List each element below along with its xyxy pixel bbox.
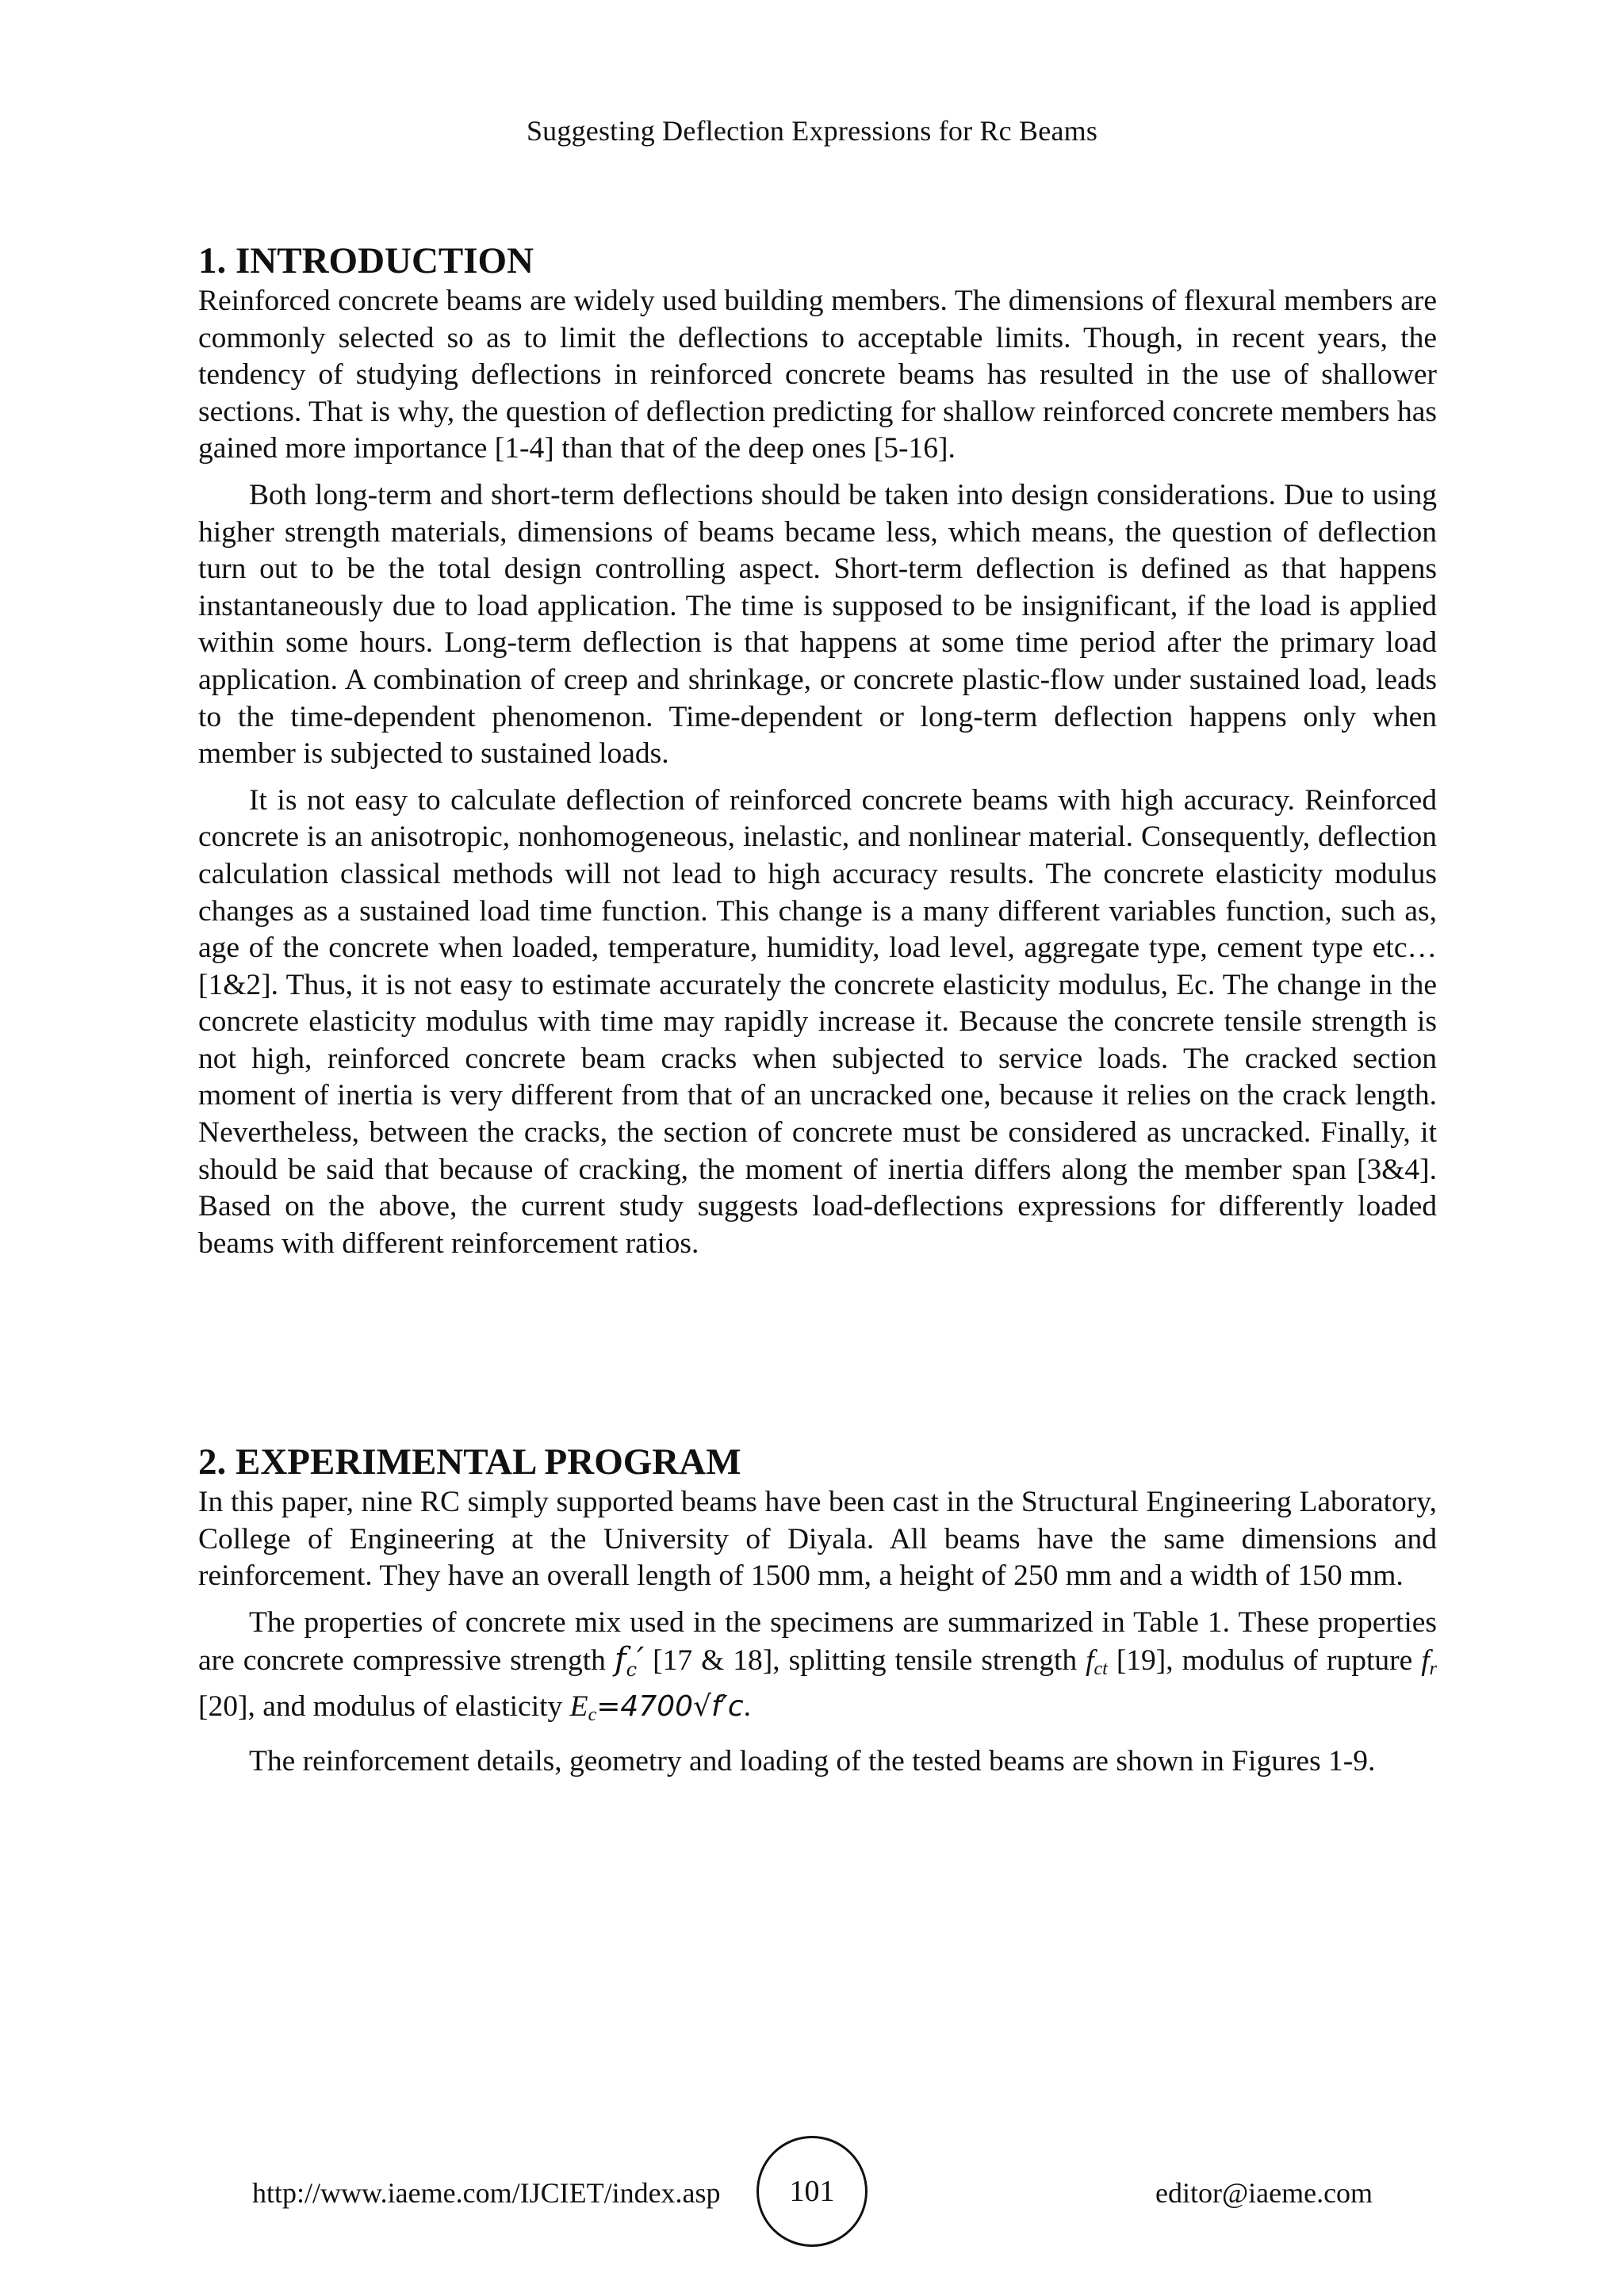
properties-text-2: [17 & 18], splitting tensile strength — [644, 1644, 1086, 1678]
section-introduction — [198, 239, 1437, 1262]
intro-paragraph-1: Reinforced concrete beams are widely used building members. The dimensions of flexural members are commonly selected so as to limit the deflections to acceptable limits. Though, in recent years, the tendency of studying deflections in reinforced concrete beams has resulted in the use of shallower sections. That is why, the question of deflection predicting for shallow reinforced concrete members has gained more importance [1-4] than that of the deep ones [5-16]. — [198, 285, 1437, 465]
experimental-paragraph-2 — [198, 1605, 1437, 1734]
footer-journal-url[interactable]: http://www.iaeme.com/IJCIET/index.asp — [252, 2177, 721, 2209]
elasticity-formula: =4700√f′c — [596, 1689, 744, 1723]
modulus-of-rupture-symbol: $f_r$ — [1421, 1644, 1437, 1680]
section-heading-experimental-program: 2. EXPERIMENTAL PROGRAM — [198, 1441, 741, 1483]
properties-text-4: [20], and modulus of elasticity — [198, 1689, 570, 1723]
page-number-badge — [756, 2136, 868, 2247]
intro-paragraph-3: It is not easy to calculate deflection of reinforced concrete beams with high accuracy. Reinforced concrete is an anisotropic, nonhomogeneous, inelastic, and nonlinear material. Consequently, deflection calculation classical methods will not lead to high accuracy results. The concrete elasticity modulus changes as a sustained load time function. This change is a many different variables function, such as, age of the concrete when loaded, temperature, humidity, load level, aggregate type, cement type etc… [1&2]. Thus, it is not easy to estimate accurately the concrete elasticity modulus, Ec. The change in the concrete elasticity modulus with time may rapidly increase it. Because the concrete tensile strength is not high, reinforced concrete beam cracks when subjected to service loads. The cracked section moment of inertia is very different from that of an uncracked one, because it relies on the crack length. Nevertheless, between the cracks, the section of concrete must be considered as uncracked. Finally, it should be said that because of cracking, the moment of inertia differs along the member span [3&4]. Based on the above, the current study suggests load-deflections expressions for differently loaded beams with different reinforcement ratios. — [198, 783, 1437, 1260]
compressive-strength-symbol: $f_c'$ — [614, 1641, 645, 1682]
modulus-of-elasticity-symbol: $E_c$ — [569, 1689, 597, 1725]
running-head: Suggesting Deflection Expressions for Rc Beams — [526, 115, 1098, 147]
splitting-tensile-symbol: $f_{ct}$ — [1086, 1644, 1108, 1680]
page-number: 101 — [789, 2175, 835, 2208]
section-heading-introduction: 1. INTRODUCTION — [198, 240, 534, 281]
properties-text-3: [19], modulus of rupture — [1107, 1644, 1422, 1678]
experimental-paragraph-3: The reinforcement details, geometry and loading of the tested beams are shown in Figures 1-9. — [249, 1744, 1376, 1777]
experimental-paragraph-1: In this paper, nine RC simply supported beams have been cast in the Structural Engineering Laboratory, College of Engineering at the University of Diyala. All beams have the same dimensions and reinforcement. They have an overall length of 1500 mm, a height of 250 mm and a width of 150 mm. — [198, 1486, 1437, 1593]
properties-text-1: The properties of concrete mix used in the specimens are summarized in Table 1. These properties are concrete compressive strength — [198, 1605, 1437, 1678]
properties-text-5: . — [743, 1689, 751, 1723]
footer-editor-email[interactable]: editor@iaeme.com — [1155, 2177, 1373, 2209]
section-experimental-program — [198, 1440, 1437, 1780]
intro-paragraph-2: Both long-term and short-term deflections should be taken into design considerations. Due to using higher strength materials, dimensions of beams became less, which means, the question of deflection turn out to be the total design controlling aspect. Short-term deflection is defined as that happens instantaneously due to load application. The time is supposed to be insignificant, if the load is applied within some hours. Long-term deflection is that happens at some time period after the primary load application. A combination of creep and shrinkage, or concrete plastic-flow under sustained load, leads to the time-dependent phenomenon. Time-dependent or long-term deflection happens only when member is subjected to sustained loads. — [198, 478, 1437, 771]
